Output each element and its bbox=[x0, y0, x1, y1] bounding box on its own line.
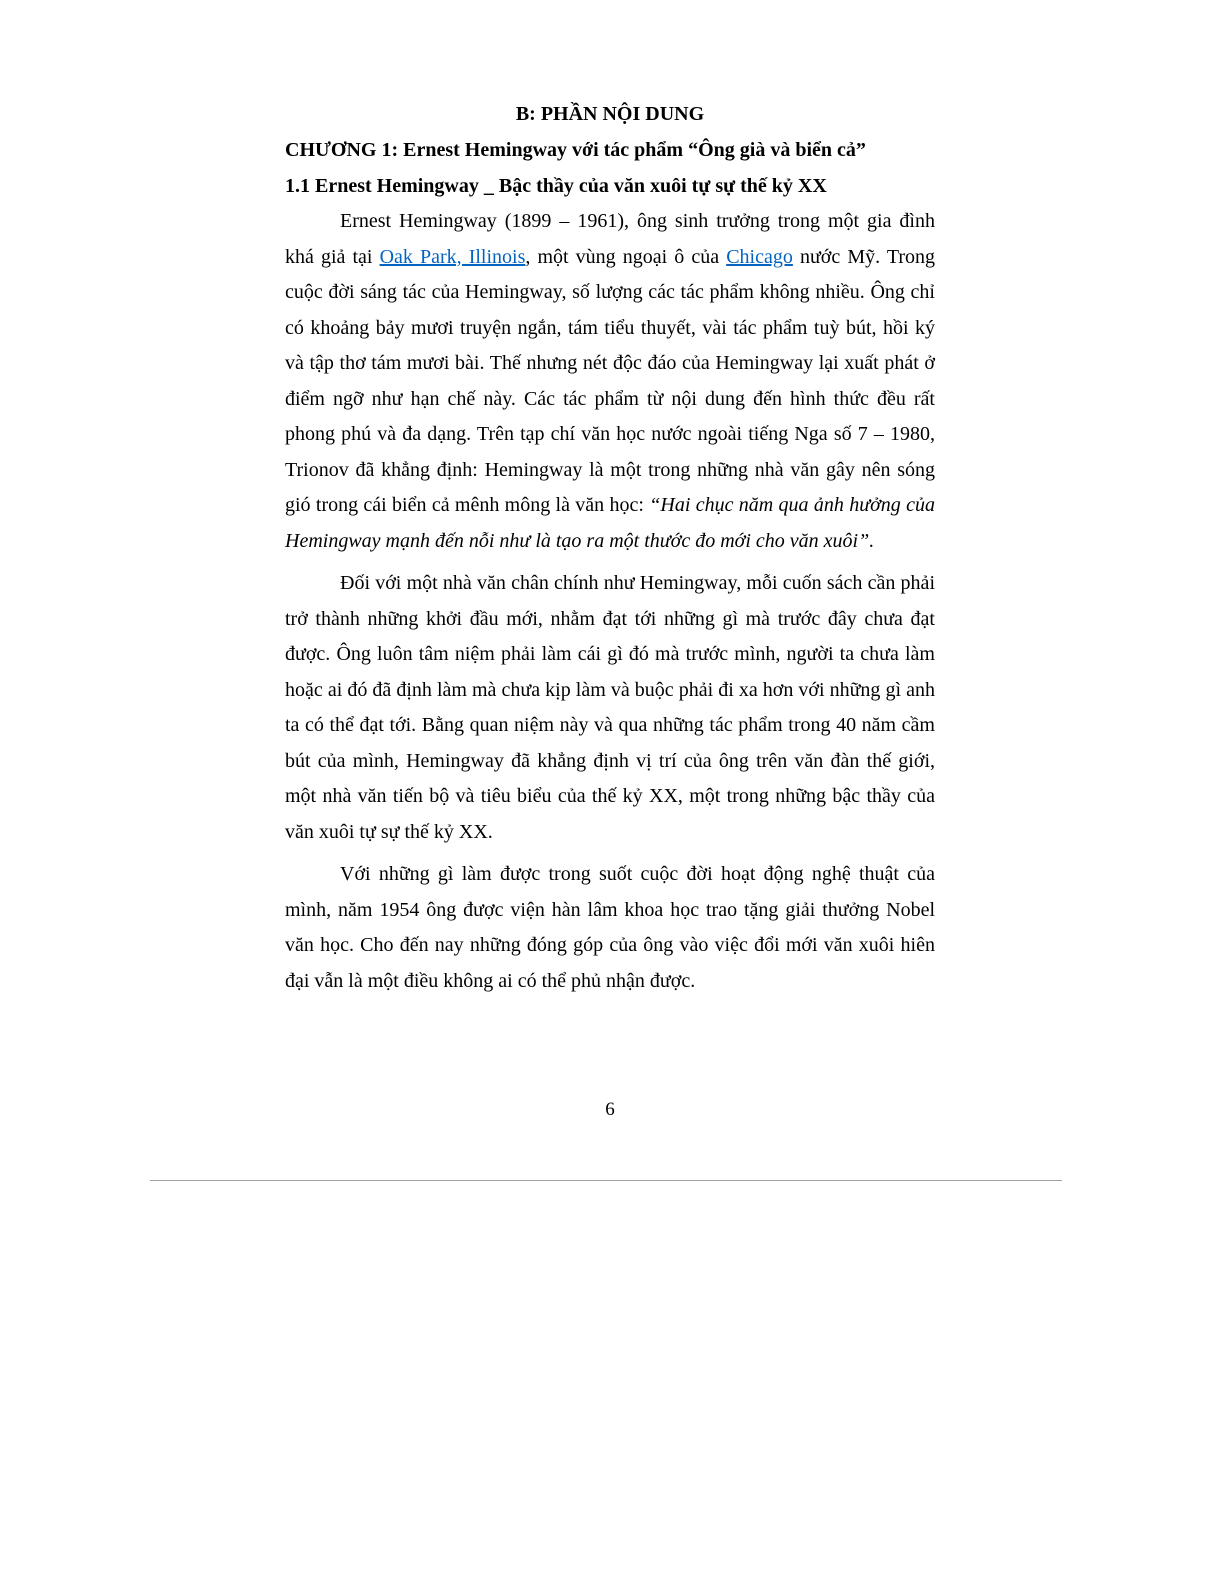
link-chicago[interactable]: Chicago bbox=[726, 245, 793, 268]
paragraph-1-text-a: Ernest Hemingway (1899 – 1961), ông sinh trưởng trong một gia đình khá giả tại bbox=[285, 210, 935, 268]
page-divider bbox=[150, 1180, 1062, 1181]
link-oak-park-illinois[interactable]: Oak Park, Illinois bbox=[379, 245, 526, 268]
paragraph-1 bbox=[285, 204, 935, 559]
paragraph-1-quote: “Hai chục năm qua ảnh hưởng của Hemingway mạnh đến nỗi như là tạo ra một thước đo mới cho văn xuôi”. bbox=[285, 494, 935, 552]
subsection-heading: 1.1 Ernest Hemingway _ Bậc thầy của văn xuôi tự sự thế kỷ XX bbox=[285, 175, 827, 197]
section-title: B: PHẦN NỘI DUNG bbox=[515, 103, 705, 125]
paragraph-2: Đối với một nhà văn chân chính như Hemingway, mỗi cuốn sách cần phải trở thành những khởi đầu mới, nhằm đạt tới những gì mà trước đây chưa đạt được. Ông luôn tâm niệm phải làm cái gì đó mà trước mình, người ta chưa làm hoặc ai đó đã định làm mà chưa kịp làm và buộc phải đi xa hơn với những gì anh ta có thể đạt tới. Bằng quan niệm này và qua những tác phẩm trong 40 năm cầm bút của mình, Hemingway đã khẳng định vị trí của ông trên văn đàn thế giới, một nhà văn tiến bộ và tiêu biểu của thế kỷ XX, một trong những bậc thầy của văn xuôi tự sự thế kỷ XX. bbox=[285, 572, 935, 843]
document-content bbox=[285, 96, 935, 1006]
paragraph-1-text-c: nước Mỹ. Trong cuộc đời sáng tác của Hemingway, số lượng các tác phẩm không nhiều. Ông chỉ có khoảng bảy mươi truyện ngắn, tám tiểu thuyết, vài tác phẩm tuỳ bút, hồi ký và tập thơ tám mươi bài. Thế nhưng nét độc đáo của Hemingway lại xuất phát ở điểm ngỡ như hạn chế này. Các tác phẩm từ nội dung đến hình thức đều rất phong phú và đa dạng. Trên tạp chí văn học nước ngoài tiếng Nga số 7 – 1980, Trionov đã khẳng định: Hemingway là một trong những nhà văn gây nên sóng gió trong cái biển cả mênh mông là văn học: bbox=[285, 245, 935, 516]
chapter-heading: CHƯƠNG 1: Ernest Hemingway với tác phẩm “Ông già và biển cả” bbox=[285, 139, 866, 161]
page-number: 6 bbox=[605, 1099, 615, 1120]
paragraph-3: Với những gì làm được trong suốt cuộc đời hoạt động nghệ thuật của mình, năm 1954 ông được viện hàn lâm khoa học trao tặng giải thưởng Nobel văn học. Cho đến nay những đóng góp của ông vào việc đổi mới văn xuôi hiên đại vẫn là một điều không ai có thể phủ nhận được. bbox=[285, 863, 935, 992]
paragraph-1-text-b: , một vùng ngoại ô của bbox=[525, 245, 727, 268]
